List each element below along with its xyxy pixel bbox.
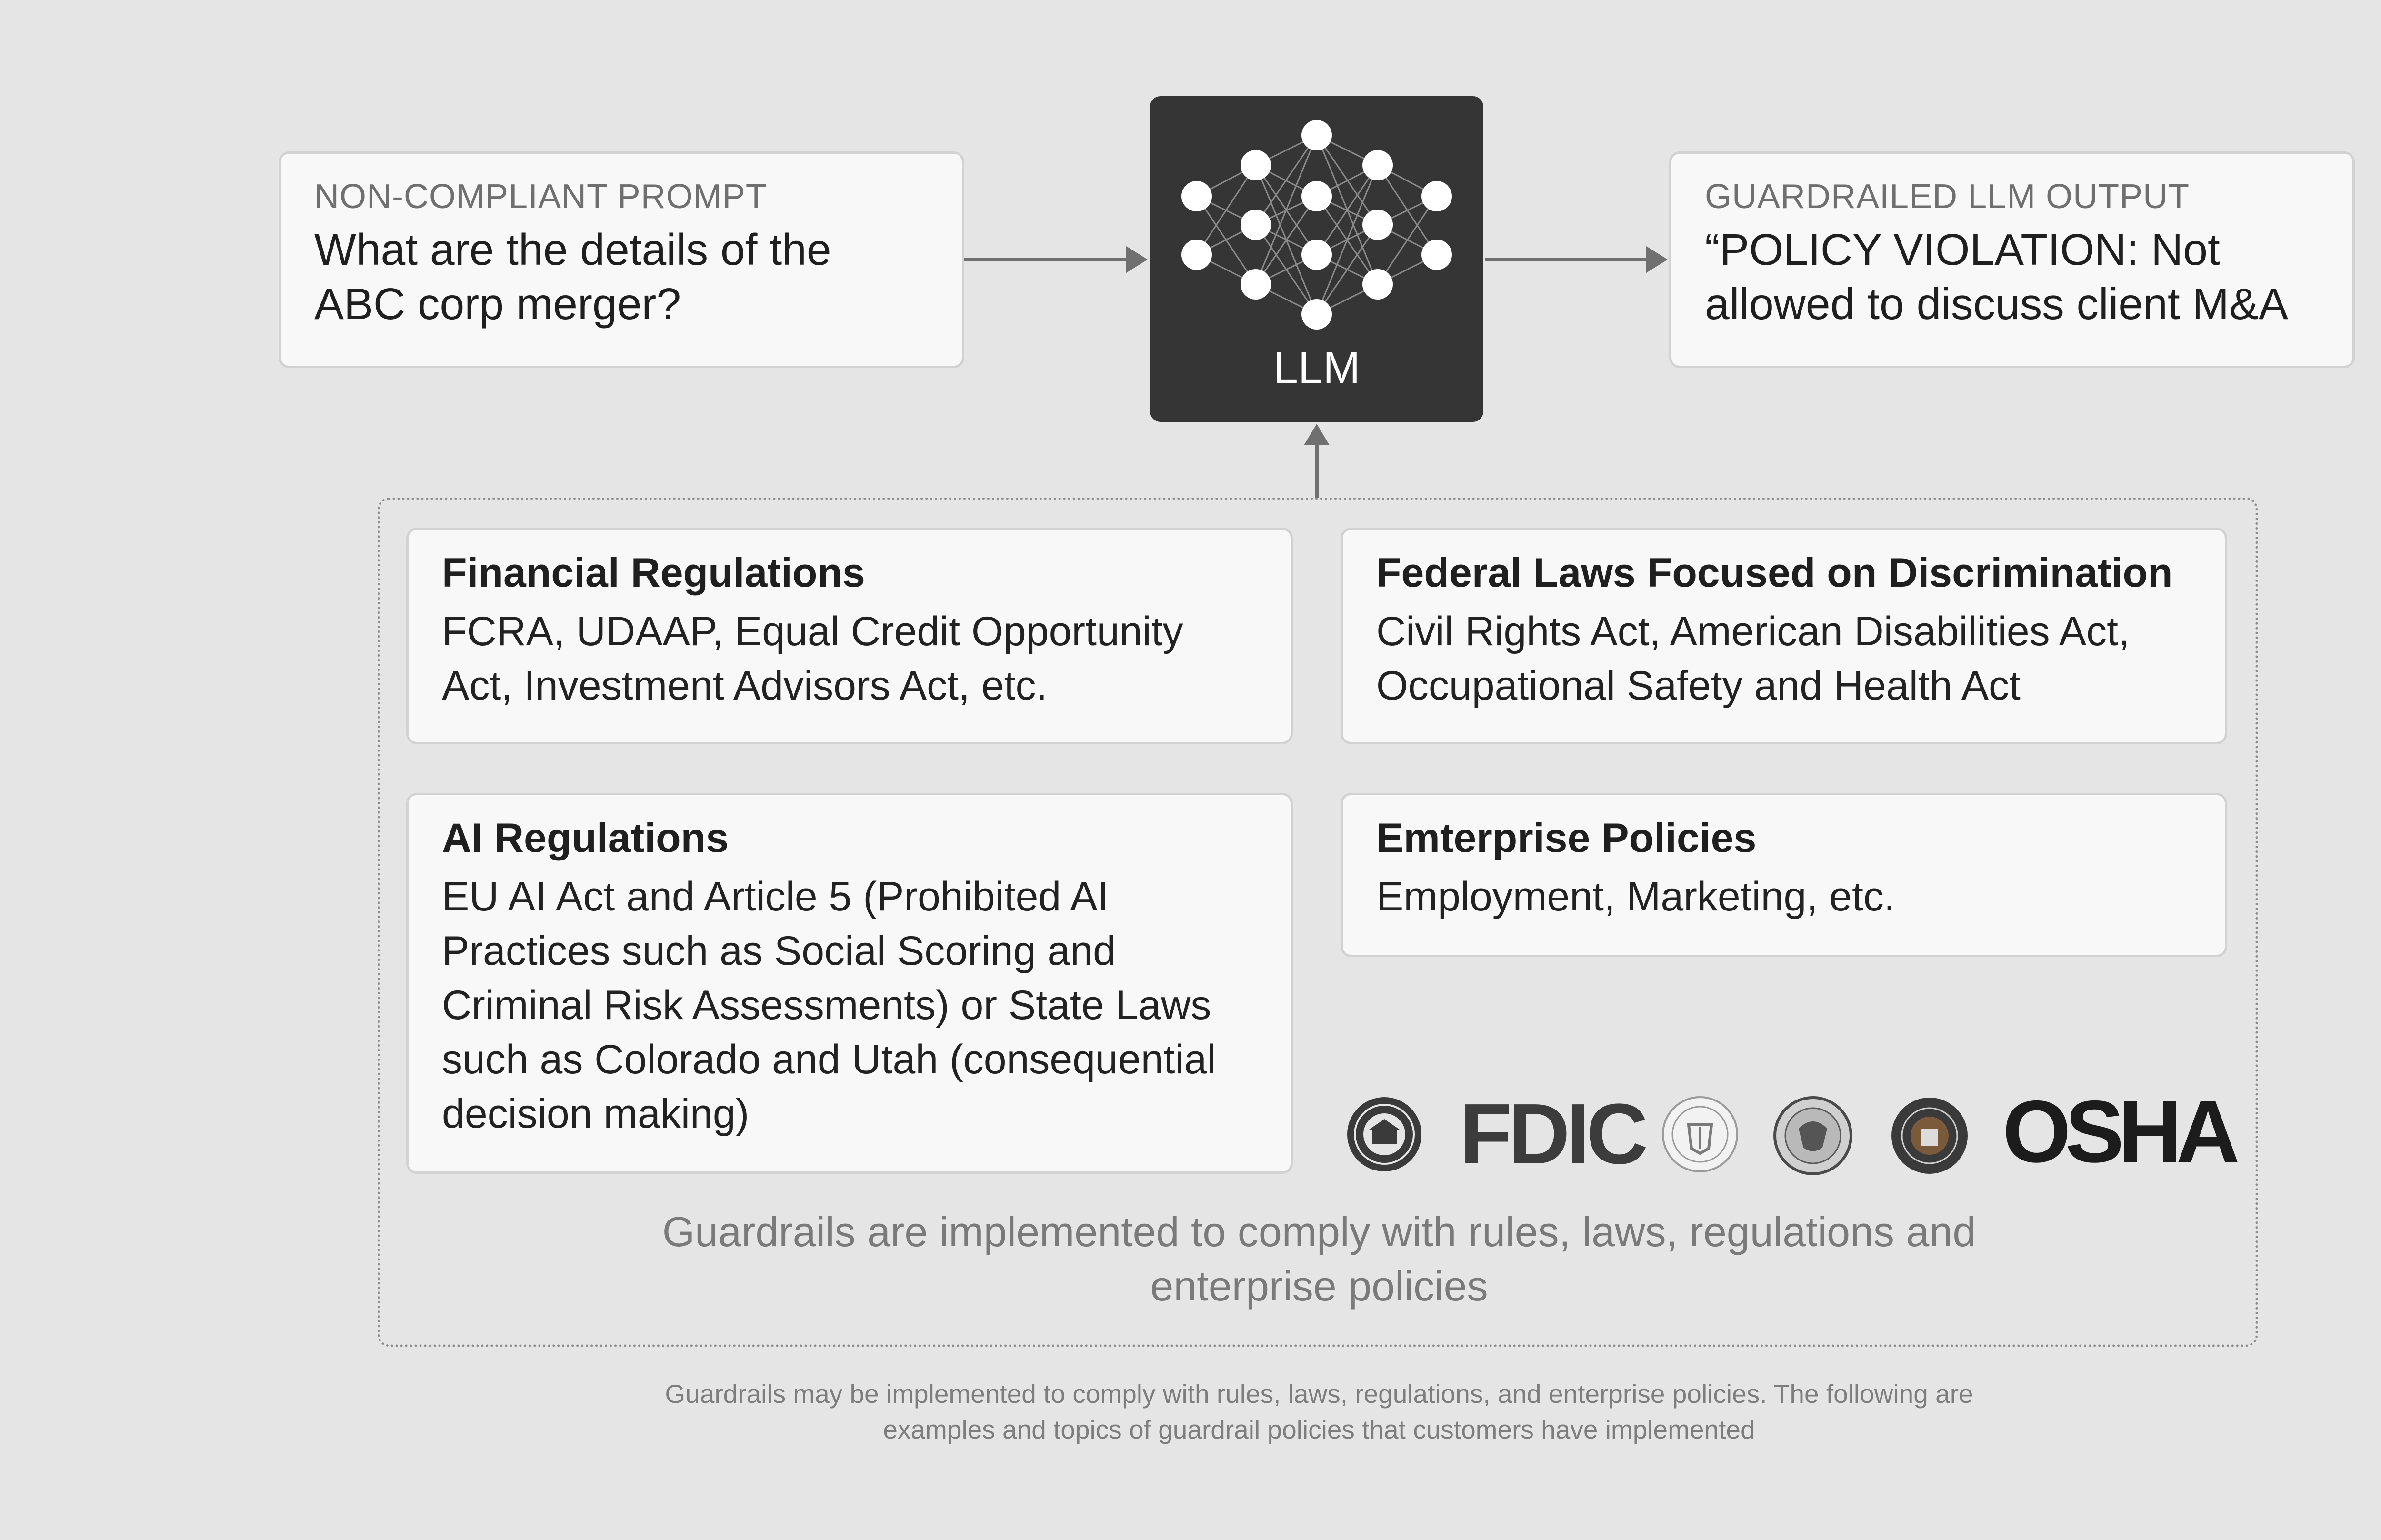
output-kicker: GUARDRAILED LLM OUTPUT	[1705, 178, 2190, 216]
fdic-logo: FDIC	[1460, 1086, 1644, 1182]
policy-title: Emterprise Policies	[1376, 815, 1757, 861]
prompt-kicker: NON-COMPLIANT PROMPT	[314, 178, 767, 216]
llm-label: LLM	[1273, 342, 1361, 392]
federal-reserve-seal-icon	[1345, 1095, 1424, 1174]
policy-card-discrimination	[1341, 528, 2227, 744]
arrow-prompt-to-llm	[964, 246, 1148, 273]
policy-body: Civil Rights Act, American Disabilities Act, Occupational Safety and Health Act	[1376, 609, 2130, 709]
policy-card-ai	[406, 793, 1293, 1174]
output-card	[1669, 151, 2355, 368]
group-caption: Guardrails are implemented to comply with rules, laws, regulations and enterprise policies	[662, 1208, 1976, 1310]
treasury-seal-icon	[1661, 1095, 1740, 1174]
policy-title: AI Regulations	[442, 815, 729, 861]
policy-body: Employment, Marketing, etc.	[1376, 874, 1895, 920]
policy-title: Financial Regulations	[442, 550, 865, 596]
arrow-policies-to-llm	[1304, 424, 1330, 498]
policy-card-financial	[406, 528, 1293, 744]
policy-body: FCRA, UDAAP, Equal Credit Opportunity Act, Investment Advisors Act, etc.	[442, 609, 1183, 709]
policy-title: Federal Laws Focused on Discrimination	[1376, 550, 2173, 596]
output-text: “POLICY VIOLATION: Not allowed to discuss client M&A	[1705, 225, 2289, 329]
department-seal-icon	[1772, 1095, 1853, 1176]
nlrb-seal-icon	[1889, 1095, 1970, 1176]
osha-logo: OSHA	[2002, 1083, 2234, 1181]
policy-body: EU AI Act and Article 5 (Prohibited AI Practices such as Social Scoring and Criminal Risk Assessments) or State Laws such as Colorado and Utah (consequential decision making)	[442, 874, 1216, 1137]
llm-node	[1150, 96, 1483, 422]
prompt-text: What are the details of the ABC corp merger?	[314, 225, 831, 329]
footnote: Guardrails may be implemented to comply with rules, laws, regulations, and enterprise policies. The following are examples and topics of guardrail policies that customers have implemented	[665, 1379, 1973, 1444]
policy-card-enterprise	[1341, 793, 2227, 957]
prompt-card	[279, 151, 964, 368]
arrow-llm-to-output	[1485, 246, 1668, 273]
